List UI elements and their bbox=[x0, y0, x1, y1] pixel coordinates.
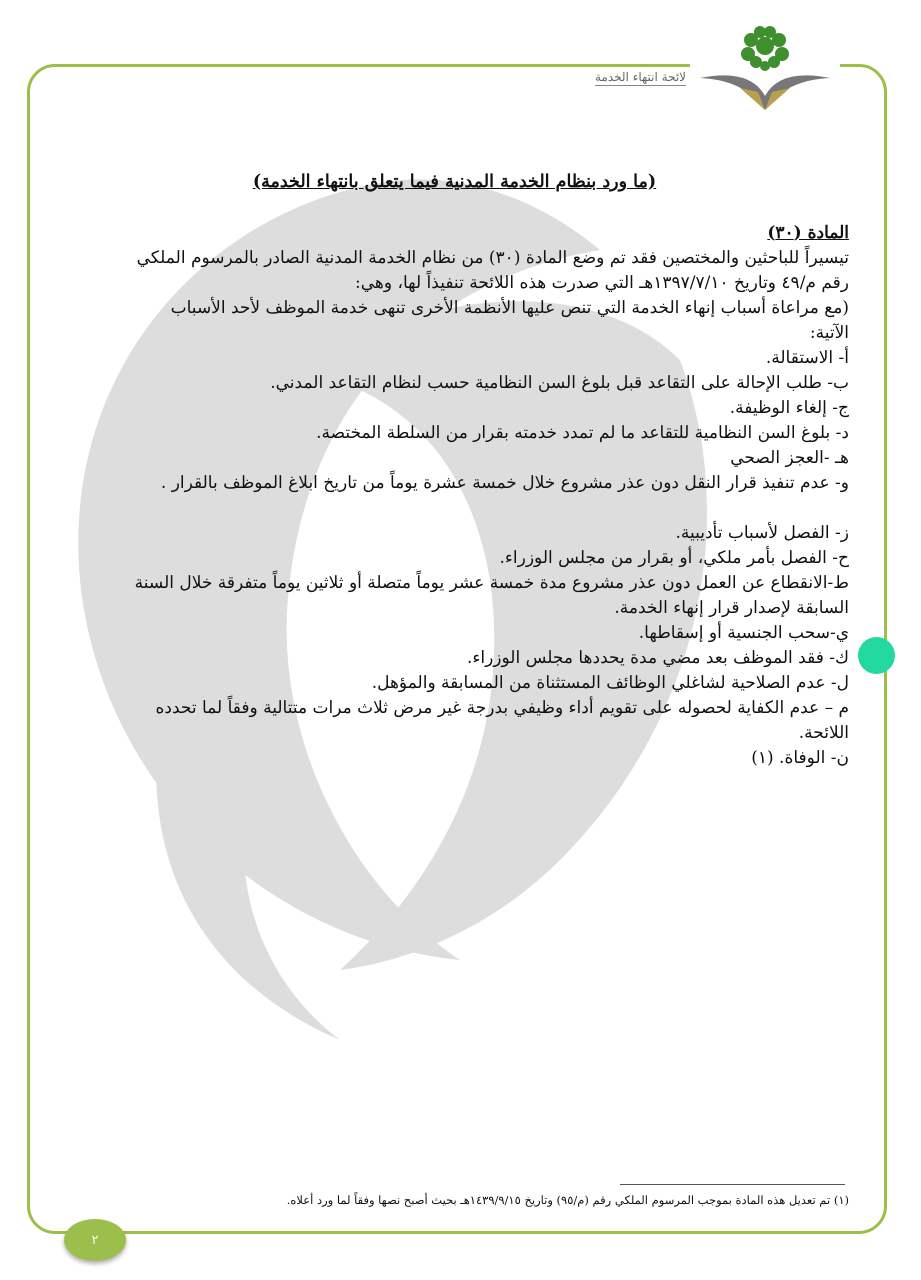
list-item: و- عدم تنفيذ قرار النقل دون عذر مشروع خلال خمسة عشرة يوماً من تاريخ ابلاغ الموظف بالقرار . bbox=[160, 473, 849, 493]
list-item: السابقة لإصدار قرار إنهاء الخدمة. bbox=[614, 598, 849, 618]
footnote-separator bbox=[620, 1184, 845, 1185]
spacer bbox=[60, 496, 849, 521]
list-item: ب- طلب الإحالة على التقاعد قبل بلوغ السن النظامية حسب لنظام التقاعد المدني. bbox=[270, 373, 849, 393]
list-item: ن- الوفاة. (١) bbox=[751, 748, 849, 768]
list-item: أ- الاستقالة. bbox=[765, 348, 849, 368]
page-number-badge bbox=[64, 1219, 126, 1261]
footnote: (١) تم تعديل هذه المادة بموجب المرسوم الملكي رقم (م/٩٥) وتاريخ ١٤٣٩/٩/١٥هـ بحيث أصبح نصها وفقاً لما ورد أعلاه. bbox=[286, 1193, 849, 1207]
article-heading: المادة (٣٠) bbox=[767, 223, 849, 243]
intro-line: الآتية: bbox=[809, 323, 849, 343]
running-header: لائحة انتهاء الخدمة bbox=[594, 70, 686, 84]
document-title: (ما ورد بنظام الخدمة المدنية فيما يتعلق بانتهاء الخدمة) bbox=[252, 172, 657, 192]
list-item: م – عدم الكفاية لحصوله على تقويم أداء وظيفي بدرجة غير مرض ثلاث مرات متتالية وفقاً لما تحدده bbox=[155, 698, 849, 718]
organization-logo bbox=[690, 18, 840, 113]
list-item: ي-سحب الجنسية أو إسقاطها. bbox=[638, 623, 849, 643]
list-item: اللائحة. bbox=[798, 723, 849, 743]
floating-action-dot[interactable] bbox=[858, 637, 895, 674]
list-item: ك- فقد الموظف بعد مضي مدة يحددها مجلس الوزراء. bbox=[466, 648, 849, 668]
document-body bbox=[60, 170, 849, 771]
intro-line: رقم م/٤٩ وتاريخ ١٣٩٧/٧/١٠هـ التي صدرت هذه اللائحة تنفيذاً لها، وهي: bbox=[355, 273, 849, 293]
list-item: ز- الفصل لأسباب تأديبية. bbox=[675, 523, 849, 543]
list-item: ج- إلغاء الوظيفة. bbox=[729, 398, 849, 418]
intro-line: (مع مراعاة أسباب إنهاء الخدمة التي تنص عليها الأنظمة الأخرى تنهى خدمة الموظف لأحد الأسباب bbox=[170, 298, 849, 318]
list-item: هـ -العجز الصحي bbox=[730, 448, 849, 468]
list-item: ح- الفصل بأمر ملكي، أو بقرار من مجلس الوزراء. bbox=[499, 548, 849, 568]
list-item: ط-الانقطاع عن العمل دون عذر مشروع مدة خمسة عشر يوماً متصلة أو ثلاثين يوماً متفرقة خلال السنة bbox=[134, 573, 849, 593]
intro-line: تيسيراً للباحثين والمختصين فقد تم وضع المادة (٣٠) من نظام الخدمة المدنية الصادر بالمرسوم الملكي bbox=[136, 248, 849, 268]
page-number: ٢ bbox=[91, 1232, 99, 1248]
list-item: د- بلوغ السن النظامية للتقاعد ما لم تمدد خدمته بقرار من السلطة المختصة. bbox=[316, 423, 849, 443]
list-item: ل- عدم الصلاحية لشاغلي الوظائف المستثناة من المسابقة والمؤهل. bbox=[371, 673, 849, 693]
